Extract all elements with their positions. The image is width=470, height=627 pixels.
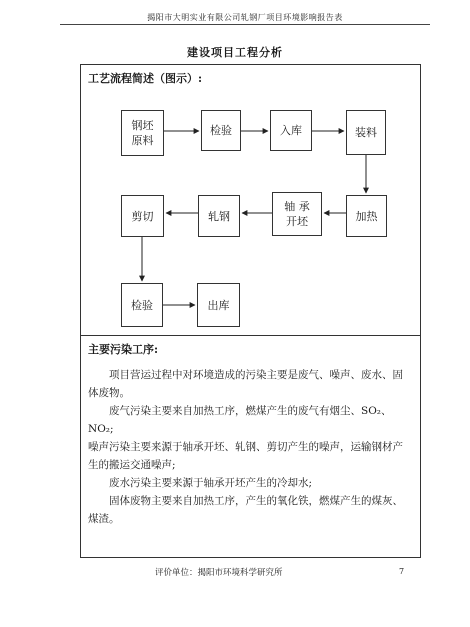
footer-page-number: 7 <box>399 567 405 576</box>
node-warehouse-in: 入库 <box>270 110 312 151</box>
node-inspection-2: 检验 <box>121 283 163 327</box>
node-warehouse-out: 出库 <box>197 283 240 327</box>
node-loading: 装料 <box>346 110 386 155</box>
pollution-section-title: 主要污染工序: <box>88 343 159 356</box>
pollution-paragraph-waste-water: 废水污染主要来源于轴承开坯产生的冷却水; <box>109 477 313 489</box>
header-rule <box>60 24 430 25</box>
pollution-paragraph-solid-waste: 固体废物主要来自加热工序，产生的氧化铁，燃煤产生的煤灰、煤渣。 <box>88 495 403 525</box>
node-heating: 加热 <box>346 195 387 237</box>
node-rolling: 轧钢 <box>198 195 240 237</box>
pollution-paragraph-noise: 噪声污染主要来源于轴承开坯、轧钢、剪切产生的噪声，运输钢材产生的搬运交通噪声; <box>88 441 403 471</box>
pollution-description <box>88 366 413 528</box>
node-bearing-blooming: 轴 承 开坯 <box>272 192 322 236</box>
pollution-paragraph-overview: 项目营运过程中对环境造成的污染主要是废气、噪声、废水、固体废物。 <box>88 369 403 399</box>
node-billet-material: 钢坯 原料 <box>121 110 164 156</box>
node-shearing: 剪切 <box>121 195 164 237</box>
document-header: 揭阳市大明实业有限公司轧钢厂项目环境影响报告表 <box>147 13 343 22</box>
footer-evaluation-unit: 评价单位：揭阳市环境科学研究所 <box>155 568 283 578</box>
node-inspection-1: 检验 <box>201 110 241 151</box>
process-section-title: 工艺流程简述（图示）: <box>88 72 203 85</box>
pollution-paragraph-waste-gas: 废气污染主要来自加热工序，燃煤产生的废气有烟尘、SO₂、NO₂; <box>88 405 392 435</box>
document-title: 建设项目工程分析 <box>187 46 283 59</box>
section-divider <box>80 335 421 336</box>
